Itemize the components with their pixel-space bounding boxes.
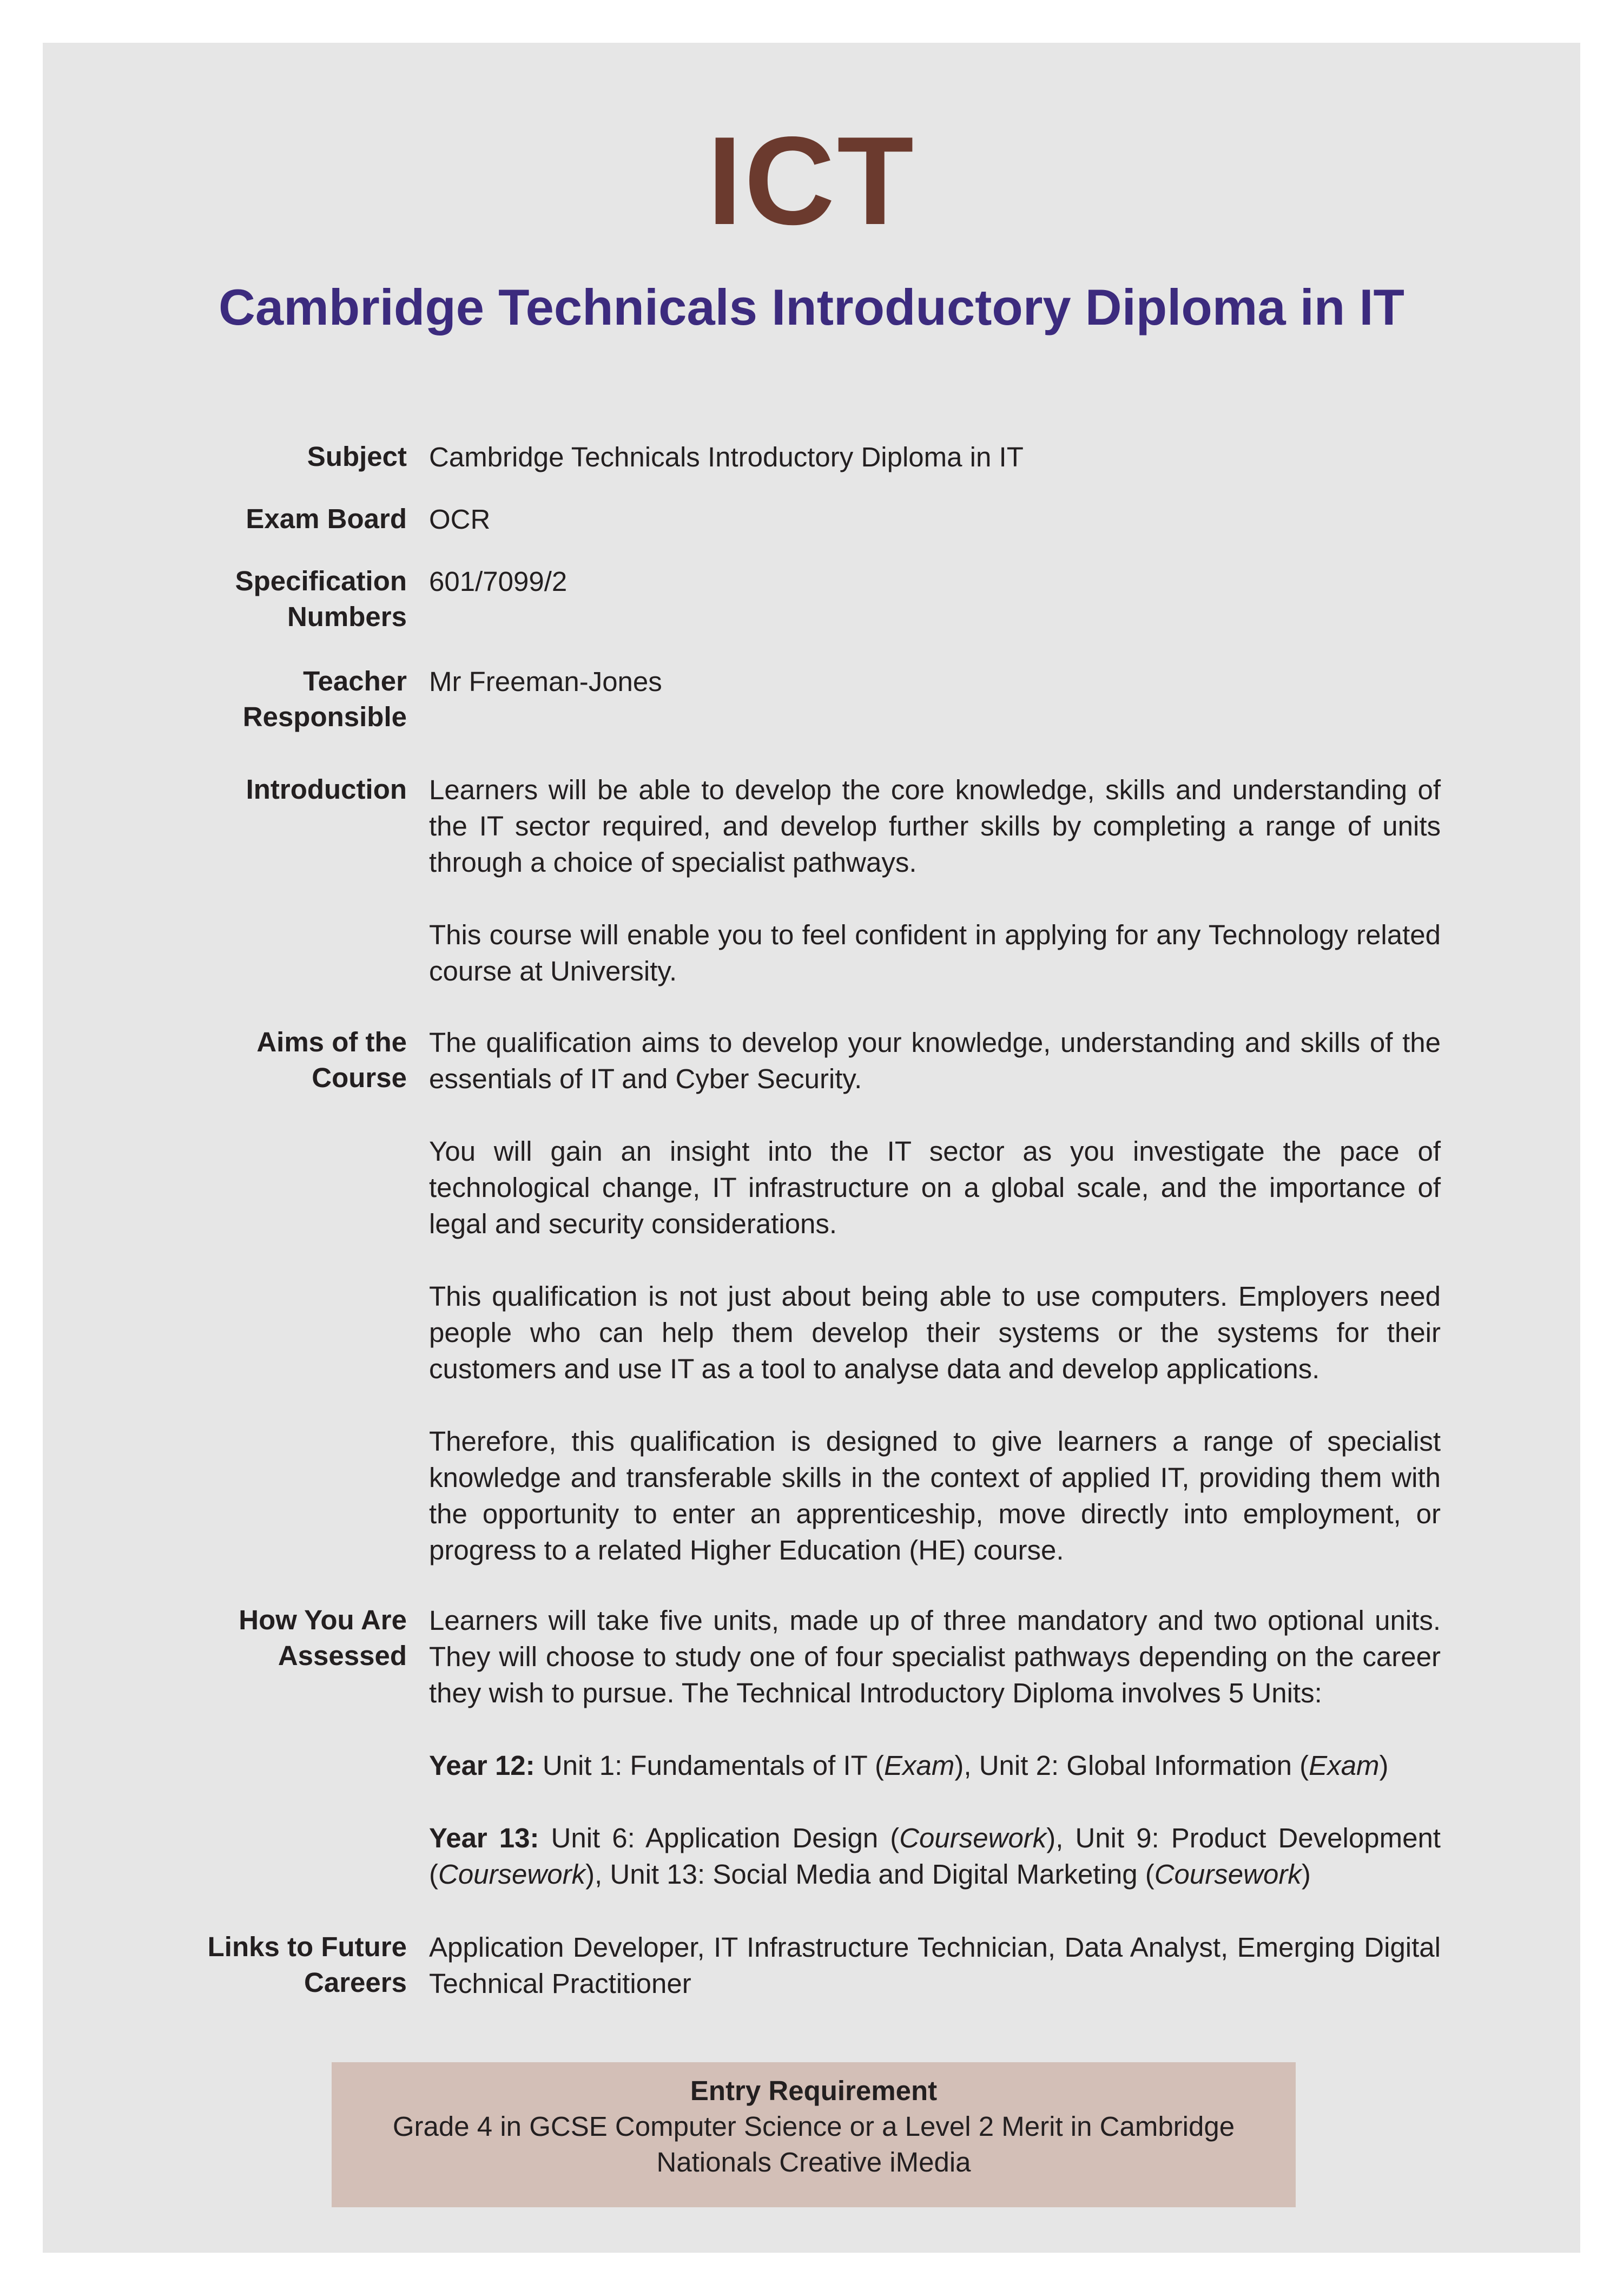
assessment-label xyxy=(162,1602,407,1674)
teacher-label xyxy=(162,663,407,735)
introduction-label: Introduction xyxy=(246,774,407,805)
unit2-text: ), Unit 2: Global Information ( xyxy=(954,1750,1309,1781)
specification-value: 601/7099/2 xyxy=(429,566,568,597)
year13-end: ) xyxy=(1301,1859,1311,1890)
unit6-text: Unit 6: Application Design ( xyxy=(551,1823,900,1853)
exam-board-value: OCR xyxy=(429,504,491,535)
careers-label-line2: Careers xyxy=(304,1967,407,1998)
year13-units xyxy=(429,1820,1441,1892)
page-subtitle: Cambridge Technicals Introductory Diploma in IT xyxy=(219,279,1404,335)
careers-label xyxy=(162,1929,407,2001)
year13-label: Year 13: xyxy=(429,1823,539,1853)
unit9-text: ), Unit 9: Product Development ( xyxy=(429,1823,1441,1890)
teacher-label-line2: Responsible xyxy=(242,701,407,732)
aims-paragraph: You will gain an insight into the IT sector as you investigate the pace of technological change, IT infrastructure on a global scale, and the importance of legal and security considerations. xyxy=(429,1136,1441,1239)
year12-label: Year 12: xyxy=(429,1750,535,1781)
careers-label-line1: Links to Future xyxy=(207,1931,407,1962)
specification-label xyxy=(162,563,407,635)
aims-text xyxy=(429,1024,1441,1568)
subject-label: Subject xyxy=(307,441,407,472)
unit9-type: Coursework xyxy=(438,1859,586,1890)
aims-label xyxy=(162,1024,407,1096)
year12-units xyxy=(429,1747,1441,1784)
unit13-type: Coursework xyxy=(1154,1859,1302,1890)
year12-end: ) xyxy=(1379,1750,1389,1781)
subject-value: Cambridge Technicals Introductory Diploma in IT xyxy=(429,442,1024,472)
assessment-intro: Learners will take five units, made up of three mandatory and two optional units. They will choose to study one of four specialist pathways depending on the career they wish to pursue. The Technical Introductory Diploma involves 5 Units: xyxy=(429,1605,1441,1708)
teacher-value: Mr Freeman-Jones xyxy=(429,666,662,697)
specification-label-line2: Numbers xyxy=(287,601,407,632)
entry-requirement-title: Entry Requirement xyxy=(690,2075,938,2106)
exam-board-label: Exam Board xyxy=(246,503,407,534)
unit2-type: Exam xyxy=(1309,1750,1380,1781)
unit6-type: Coursework xyxy=(899,1823,1047,1853)
aims-label-line1: Aims of the xyxy=(256,1027,407,1057)
introduction-paragraph: This course will enable you to feel confident in applying for any Technology related course at University. xyxy=(429,919,1441,986)
specification-label-line1: Specification xyxy=(235,565,407,596)
teacher-label-line1: Teacher xyxy=(303,666,407,696)
unit1-text: Unit 1: Fundamentals of IT ( xyxy=(542,1750,885,1781)
assessment-label-line2: Assessed xyxy=(278,1640,407,1671)
aims-label-line2: Course xyxy=(312,1062,407,1093)
page-title: ICT xyxy=(707,111,916,251)
aims-paragraph: This qualification is not just about being able to use computers. Employers need people who can help them develop their systems or the systems for their customers and use IT as a tool to analyse data and develop applications. xyxy=(429,1281,1441,1384)
careers-text xyxy=(429,1929,1441,2002)
assessment-label-line1: How You Are xyxy=(239,1604,407,1635)
careers-value: Application Developer, IT Infrastructure Technician, Data Analyst, Emerging Digital Technical Practitioner xyxy=(429,1932,1441,1999)
assessment-text xyxy=(429,1602,1441,1892)
entry-requirement-text: Grade 4 in GCSE Computer Science or a Level 2 Merit in Cambridge Nationals Creative iMedia xyxy=(392,2111,1235,2177)
unit13-text: ), Unit 13: Social Media and Digital Marketing ( xyxy=(585,1859,1154,1890)
aims-paragraph: Therefore, this qualification is designed to give learners a range of specialist knowledge and transferable skills in the context of applied IT, providing them with the opportunity to enter an apprenticeship, move directly into employment, or progress to a related Higher Education (HE) course. xyxy=(429,1426,1441,1565)
introduction-paragraph: Learners will be able to develop the core knowledge, skills and understanding of the IT sector required, and develop further skills by completing a range of units through a choice of specialist pathways. xyxy=(429,774,1441,878)
introduction-text xyxy=(429,772,1441,989)
aims-paragraph: The qualification aims to develop your knowledge, understanding and skills of the essentials of IT and Cyber Security. xyxy=(429,1027,1441,1094)
entry-requirement-box xyxy=(332,2062,1296,2207)
unit1-type: Exam xyxy=(884,1750,955,1781)
